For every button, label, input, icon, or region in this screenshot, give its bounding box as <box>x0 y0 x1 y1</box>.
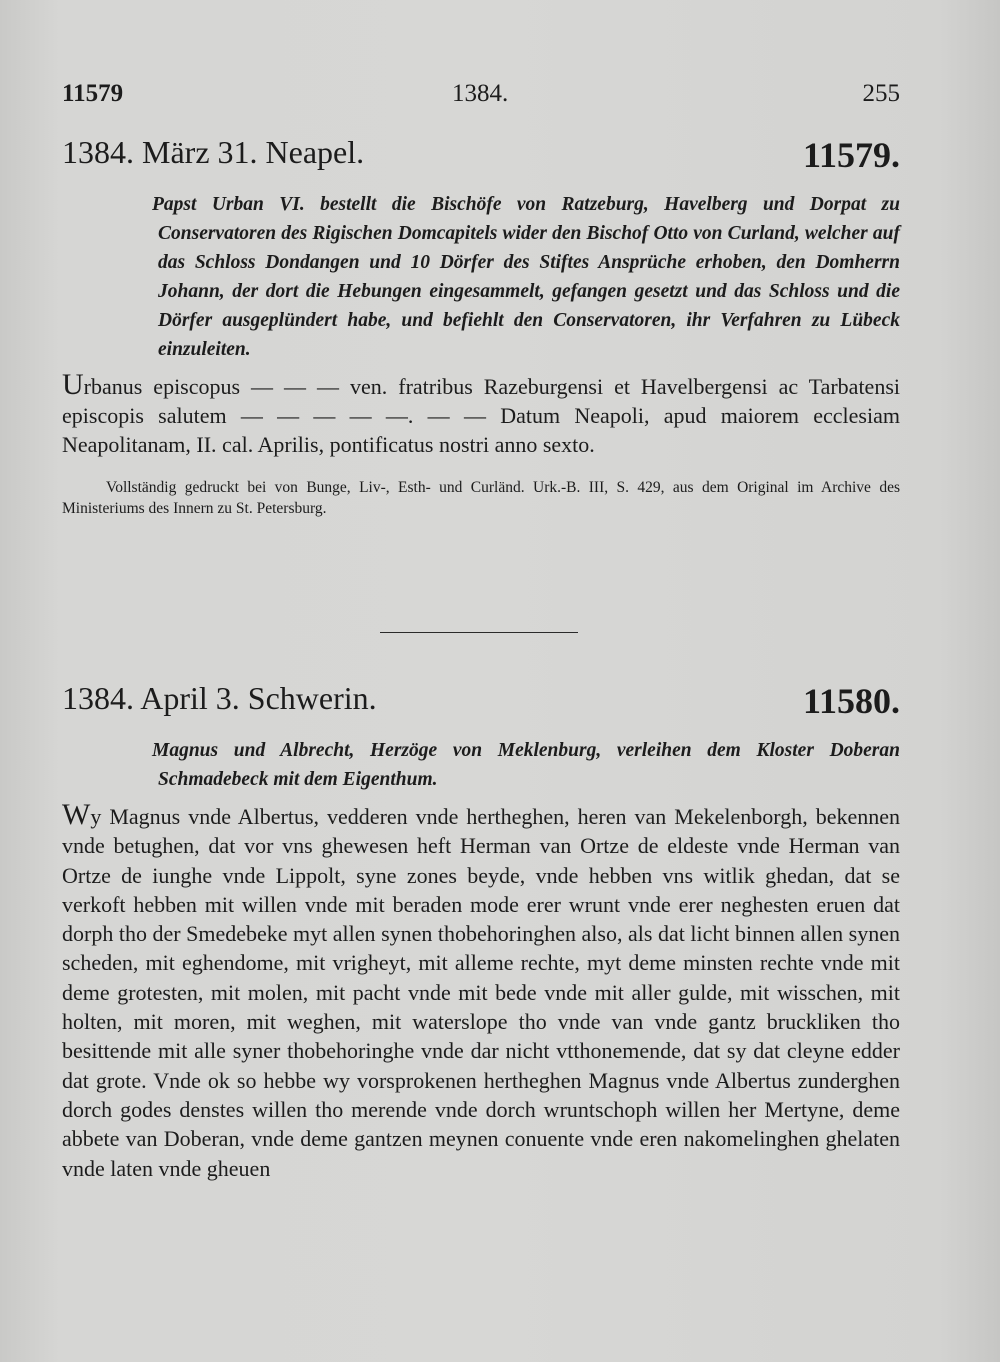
charter-text <box>62 800 900 1183</box>
charter-11580 <box>62 680 900 1183</box>
source-note: Vollständig gedruckt bei von Bunge, Liv-, Esth- und Curländ. Urk.-B. III, S. 429, aus dem Original im Archive des Ministeriums des Innern zu St. Petersburg. <box>62 479 900 517</box>
charter-text-body: y Magnus vnde Albertus, vedderen vnde hertheghen, heren van Mekelenborgh, bekennen vnde betughen, dat vor vns ghewesen heft Herman van Ortze de eldeste vnde Herman van Ortze de iunghe vnde Lippolt, syne zones beyde, vnde hebben vns witlik ghedan, dat se verkoft hebben mit willen vnde mit beraden mode erer wrunt vnde erer neghesten eruen dat dorph tho der Smedebeke myt allen synen thobehoringhen also, als dat licht binnen allen synen scheden, mit eghendome, mit vrigheyt, mit alleme rechte, myt deme minsten rechte vnde mit deme grotesten, mit molen, mit pacht vnde mit bede vnde mit aller gulde, mit wisschen, mit holten, mit moren, mit weghen, mit waterslope tho vnde van vnde gantz bruckliken tho besittende mit alle syner thobehoringhe vnde dar nicht vtthonemende, dat sy dat cleyne edder dat grote. Vnde ok so hebbe wy vorsprokenen hertheghen Magnus vnde Albertus zunderghen dorch godes denstes willen tho merende vnde dorch wruntschoph willen her Mertyne, deme abbete van Doberan, vnde deme gantzen meynen conuente vnde eren nakomelinghen ghelaten vnde laten vnde gheuen <box>62 804 900 1181</box>
charter-date-place: 1384. April 3. Schwerin. <box>62 680 377 716</box>
running-head-year: 1384. <box>452 80 509 107</box>
charter-text <box>62 370 900 459</box>
running-head <box>62 80 900 114</box>
charter-number: 11580. <box>802 681 900 721</box>
charter-11579 <box>62 134 900 519</box>
charter-headline <box>62 134 900 186</box>
charter-regest: Magnus und Albrecht, Herzöge von Meklenburg, verleihen dem Kloster Doberan Schmadebeck mit dem Eigenthum. <box>152 740 900 790</box>
charter-date-place: 1384. März 31. Neapel. <box>62 134 365 170</box>
running-head-number: 11579 <box>62 80 124 107</box>
initial-letter: W <box>62 798 91 831</box>
page-number: 255 <box>862 80 900 107</box>
section-divider <box>380 632 578 633</box>
initial-letter: U <box>62 368 84 401</box>
charter-number: 11579. <box>802 135 900 175</box>
charter-headline <box>62 680 900 732</box>
charter-text-body: rbanus episcopus — — — ven. fratribus Razeburgensi et Havelbergensi ac Tarbatensi episcopis salutem — — — — —. — — Datum Neapoli, apud maiorem ecclesiam Neapolitanam, II. cal. Aprilis, pontificatus nostri anno sexto. <box>62 374 900 457</box>
charter-regest: Papst Urban VI. bestellt die Bischöfe von Ratzeburg, Havelberg und Dorpat zu Conservatoren des Rigischen Domcapitels wider den Bischof Otto von Curland, welcher auf das Schloss Dondangen und 10 Dörfer des Stiftes Ansprüche erhoben, den Domherrn Johann, der dort die Hebungen eingesammelt, gefangen gesetzt und das Schloss und die Dörfer ausgeplündert habe, und befiehlt den Conservatoren, ihr Verfahren zu Lübeck einzuleiten. <box>152 194 900 360</box>
